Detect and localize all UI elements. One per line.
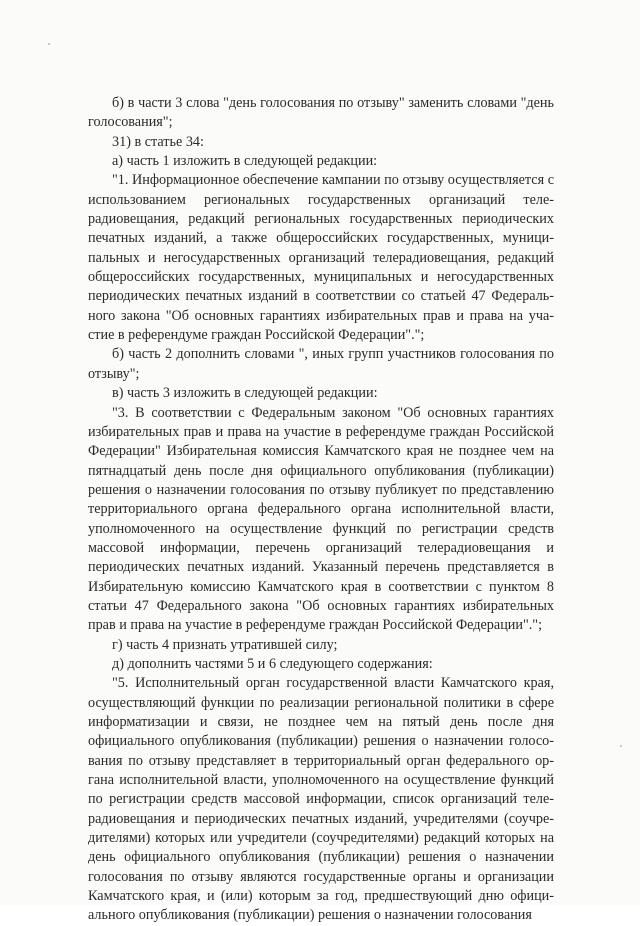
scan-dot bbox=[620, 745, 622, 747]
paragraph: д) дополнить частями 5 и 6 следующего содержания: bbox=[112, 655, 433, 672]
document-body bbox=[88, 94, 554, 926]
paragraph: "5. Исполнительный орган государственной власти Камчатского края, осуществляющий функции по реализации региональной политики в сфере информатизации и связи, не позднее чем на пятый день после дня официального опубликования (публикации) решения о назначении голосования по отзыву представляет в территориальный орган федерального органа исполнительной власти, уполномоченного на осуществление функций по регистрации средств массовой информации, список организаций телерадиовещания и периодических печатных изданий, учредителями (соучредителями) которых или учредители (соучредителями) редакций которых на день официального опубликования (публикации) решения о назначении голосования по отзыву являются государственные органы и организации Камчатского края, и (или) которым за год, предшествующий дню официального опубликования (публикации) решения о назначении голосования bbox=[88, 675, 554, 924]
paragraph: "1. Информационное обеспечение кампании по отзыву осуществляется с использованием региональных государственных организаций телерадиовещания, редакций региональных государственных периодических печатных изданий, а также общероссийских государственных, муниципальных и негосударственных организаций телерадиовещания, редакций общероссийских государственных, муниципальных и негосударственных периодических печатных изданий в соответствии со статьей 47 Федерального закона "Об основных гарантиях избирательных прав и права на участие в референдуме граждан Российской Федерации"."; bbox=[88, 172, 554, 344]
paragraph: 31) в статье 34: bbox=[112, 133, 204, 150]
paragraph: г) часть 4 признать утратившей силу; bbox=[112, 636, 338, 653]
paragraph: б) в части 3 слова "день голосования по отзыву" заменить словами "день голосования"; bbox=[88, 95, 554, 131]
paragraph: "3. В соответствии с Федеральным законом "Об основных гарантиях избирательных прав и права на участие в референдуме граждан Российской Федерации" Избирательная комиссия Камчатского края не позднее чем на пятнадцатый день после дня официального опубликования (публикации) решения о назначении голосования по отзыву публикует по представлению территориального органа федерального органа исполнительной власти, уполномоченного на осуществление функций по регистрации средств массовой информации, перечень организаций телерадиовещания и периодических печатных изданий. Указанный перечень представляется в Избирательную комиссию Камчатского края в соответствии с пунктом 8 статьи 47 Федерального закона "Об основных гарантиях избирательных прав и права на участие в референдуме граждан Российской Федерации"."; bbox=[88, 404, 554, 634]
paragraph: в) часть 3 изложить в следующей редакции: bbox=[112, 385, 378, 402]
scan-dot bbox=[48, 43, 50, 45]
paragraph: б) часть 2 дополнить словами ", иных групп участников голосования по отзыву"; bbox=[88, 346, 554, 382]
paragraph: а) часть 1 изложить в следующей редакции: bbox=[112, 153, 378, 170]
